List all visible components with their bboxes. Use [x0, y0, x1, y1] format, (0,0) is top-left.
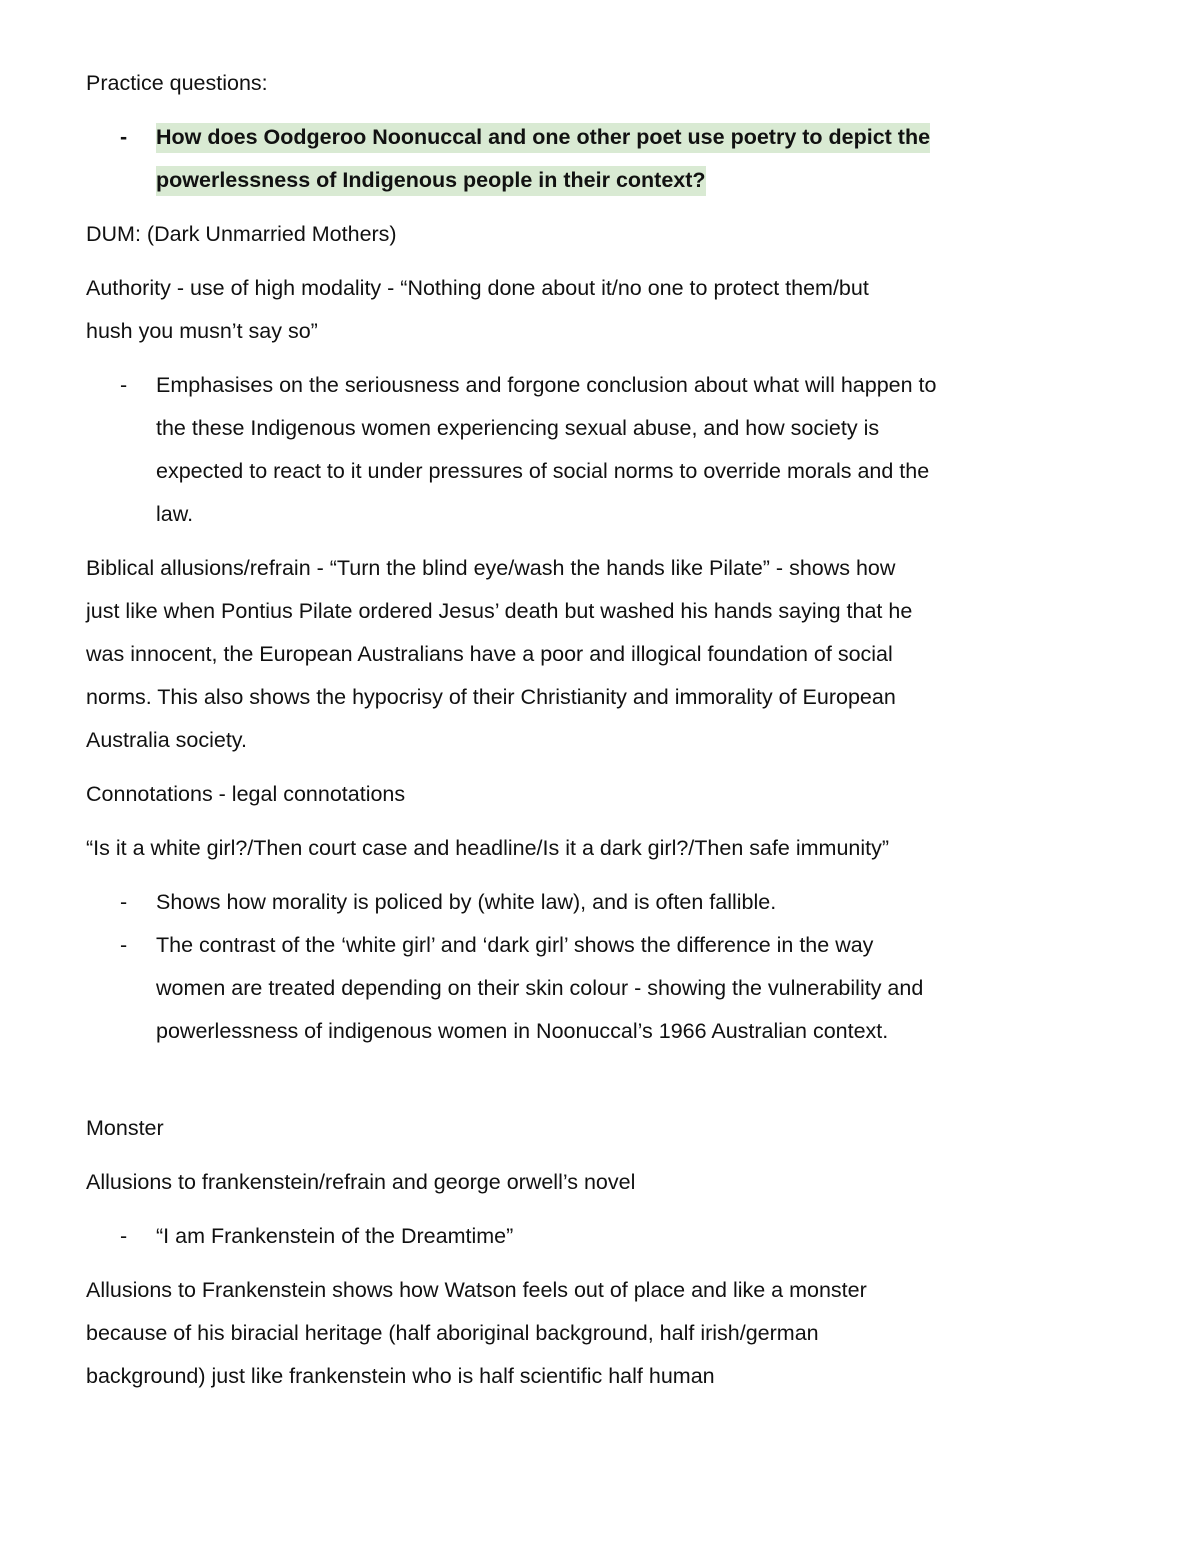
biblical-paragraph [86, 547, 1086, 762]
biblical-line-3: was innocent, the European Australians have a poor and illogical foundation of social [86, 642, 893, 666]
question-line-1: How does Oodgeroo Noonuccal and one other poet use poetry to depict the [156, 123, 930, 153]
biblical-line-4: norms. This also shows the hypocrisy of their Christianity and immorality of European [86, 685, 896, 709]
dum-title [86, 213, 1086, 256]
conn-bullet-2-line-3: powerlessness of indigenous women in Noonuccal’s 1966 Australian context. [156, 1019, 889, 1043]
connotations-text: Connotations - legal connotations [86, 782, 406, 806]
authority-line-2: hush you musn’t say so” [86, 319, 318, 343]
authority-paragraph [86, 267, 1086, 353]
conn-bullet-2-line-2: women are treated depending on their skin colour - showing the vulnerability and [156, 976, 924, 1000]
bullet-dash: - [120, 890, 128, 914]
monster-bullet-line-1: “I am Frankenstein of the Dreamtime” [156, 1224, 514, 1248]
question-bullet [86, 116, 1086, 202]
monster-title-text: Monster [86, 1116, 164, 1140]
white-girl-quote-text: “Is it a white girl?/Then court case and headline/Is it a dark girl?/Then safe immunity” [86, 836, 890, 860]
authority-line-1: Authority - use of high modality - “Nothing done about it/no one to protect them/but [86, 276, 869, 300]
authority-bullet-line-2: the these Indigenous women experiencing sexual abuse, and how society is [156, 416, 880, 440]
bullet-dash: - [120, 373, 128, 397]
connotations-heading [86, 773, 1086, 816]
connotations-bullet-1 [86, 881, 1086, 924]
conn-bullet-2-line-1: The contrast of the ‘white girl’ and ‘dark girl’ shows the difference in the way [156, 933, 874, 957]
question-line-2: powerlessness of Indigenous people in their context? [156, 166, 706, 196]
bullet-dash: - [120, 1224, 128, 1248]
monster-allusions [86, 1161, 1086, 1204]
bullet-dash: - [120, 933, 128, 957]
monster-para-line-2: because of his biracial heritage (half aboriginal background, half irish/german [86, 1321, 819, 1345]
monster-paragraph [86, 1269, 1086, 1398]
authority-bullet [86, 364, 1086, 536]
authority-bullet-line-4: law. [156, 502, 194, 526]
white-girl-quote [86, 827, 1086, 870]
bullet-dash: - [120, 125, 128, 149]
blank-line [86, 1064, 1086, 1107]
monster-title [86, 1107, 1086, 1150]
biblical-line-2: just like when Pontius Pilate ordered Jesus’ death but washed his hands saying that he [86, 599, 913, 623]
biblical-line-5: Australia society. [86, 728, 247, 752]
monster-bullet [86, 1215, 1086, 1258]
authority-bullet-line-1: Emphasises on the seriousness and forgone conclusion about what will happen to [156, 373, 937, 397]
authority-bullet-line-3: expected to react to it under pressures of social norms to override morals and the [156, 459, 930, 483]
practice-heading-text: Practice questions: [86, 71, 268, 95]
monster-para-line-1: Allusions to Frankenstein shows how Watson feels out of place and like a monster [86, 1278, 867, 1302]
document-page [86, 62, 1086, 1409]
conn-bullet-1-line-1: Shows how morality is policed by (white law), and is often fallible. [156, 890, 777, 914]
monster-para-line-3: background) just like frankenstein who is half scientific half human [86, 1364, 715, 1388]
dum-title-text: DUM: (Dark Unmarried Mothers) [86, 222, 397, 246]
biblical-line-1: Biblical allusions/refrain - “Turn the blind eye/wash the hands like Pilate” - shows how [86, 556, 896, 580]
practice-heading [86, 62, 1086, 105]
connotations-bullet-2 [86, 924, 1086, 1053]
monster-allusions-text: Allusions to frankenstein/refrain and george orwell’s novel [86, 1170, 636, 1194]
